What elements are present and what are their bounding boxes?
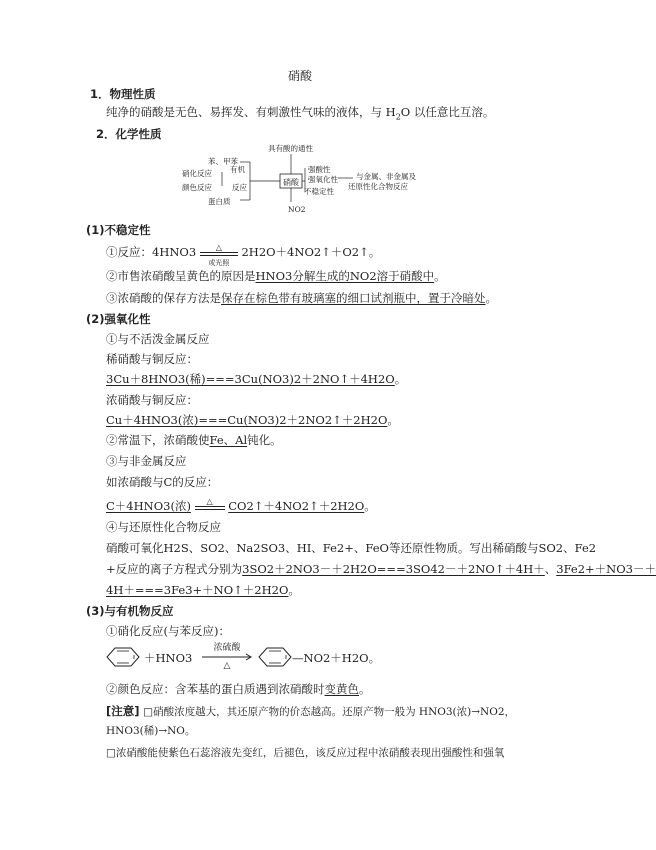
conc-cu-equation-line <box>106 412 399 428</box>
carbon-equation-line <box>106 498 376 514</box>
carbon-cond-top: △ <box>206 497 213 506</box>
nonmetal-heading: ③与非金属反应 <box>106 454 187 468</box>
storage-end: 。 <box>485 291 497 305</box>
properties-diagram <box>180 142 420 218</box>
carbon-condition <box>195 497 225 510</box>
reducing-equation-3: 4H＋===3Fe3+＋NO↑＋2H2O <box>106 583 289 597</box>
inactive-metal-heading: ①与不活泼金属反应 <box>106 332 210 346</box>
passivation-text: ②常温下，浓硝酸使 <box>106 433 210 447</box>
color-reaction-line <box>106 681 371 697</box>
nitration-product: —NO2＋H2O。 <box>292 651 381 665</box>
physical-text-a: 纯净的硝酸是无色、易挥发、有刺激性气味的液体，与 <box>106 105 382 119</box>
physical-properties-text <box>106 104 494 125</box>
nitration-label: ①硝化反应(与苯反应)： <box>106 624 230 638</box>
color-reaction-text: ②颜色反应：含苯基的蛋白质遇到浓硝酸时 <box>106 682 325 696</box>
section-chemical-heading: 2．化学性质 <box>96 127 162 141</box>
nitration-cond-top: 浓硫酸 <box>213 643 241 653</box>
passivation-end: 钝化。 <box>247 433 282 447</box>
diagram-unstable: 不稳定性 <box>304 187 334 196</box>
market-yellow-line <box>106 268 446 284</box>
note-label: [注意] <box>106 704 140 718</box>
dilute-cu-end: 。 <box>394 372 407 386</box>
diagram-center: 硝酸 <box>283 178 299 187</box>
carbon-label: 如浓硝酸与C的反应： <box>106 475 219 489</box>
reducing-text-2a: +反应的离子方程式分别为 <box>106 562 243 576</box>
reducing-text-2b: 、 <box>544 562 557 576</box>
nitration-equation <box>106 642 486 672</box>
decomposition-reactant: ①反应：4HNO3 <box>106 245 197 259</box>
diagram-top-label: 具有酸的通性 <box>268 144 313 153</box>
conc-cu-equation: Cu＋4HNO3(浓)===Cu(NO3)2＋2NO2↑＋2H2O <box>106 413 388 427</box>
diagram-benzene: 苯、甲苯 <box>208 157 238 166</box>
reducing-heading: ④与还原性化合物反应 <box>106 520 221 534</box>
diagram-organic-1: 有机 <box>230 165 245 174</box>
storage-line <box>106 290 497 306</box>
market-answer: HNO3分解生成的NO2溶于硝酸中 <box>255 269 435 283</box>
diagram-strong-acid: 强酸性 <box>308 165 331 174</box>
reducing-equation-3-line <box>106 582 300 598</box>
carbon-end: 。 <box>364 499 376 513</box>
physical-text-b: 以任意比互溶。 <box>413 105 495 119</box>
section-physical-heading: 1．物理性质 <box>90 87 156 101</box>
carbon-reactants: C＋4HNO3(浓) <box>106 499 191 513</box>
nitration-cond-bottom: △ <box>223 661 231 671</box>
decomposition-condition <box>200 243 238 267</box>
decomposition-cond-bottom: 或光照 <box>208 259 230 267</box>
note-line-1 <box>106 703 515 720</box>
dilute-cu-label: 稀硝酸与铜反应： <box>106 352 198 366</box>
nitration-plus-hno3: ＋HNO3 <box>144 651 193 665</box>
passivation-line <box>106 432 282 448</box>
color-reaction-answer: 变黄色 <box>324 682 359 696</box>
decomposition-cond-top: △ <box>215 243 222 252</box>
diagram-color-reaction: 颜色反应 <box>182 183 212 192</box>
reducing-end: 。 <box>288 583 300 597</box>
note-line-2: HNO3(稀)→NO。 <box>106 725 196 737</box>
diagram-strong-oxidizing: 强氧化性 <box>308 175 338 184</box>
diagram-nitration: 硝化反应 <box>182 169 212 178</box>
diagram-no2: NO2 <box>288 205 306 214</box>
color-reaction-end: 。 <box>359 682 371 696</box>
diagram-organic-2: 反应 <box>232 183 247 192</box>
physical-text-h2o: $H_2O$ <box>385 105 411 122</box>
storage-text: ③浓硝酸的保存方法是 <box>106 291 221 305</box>
conc-cu-end: 。 <box>387 413 399 427</box>
reducing-equation-2: 3Fe2+＋NO3－＋ <box>556 562 656 576</box>
reducing-text-1: 硝酸可氧化H2S、SO2、Na2SO3、HI、Fe2+、FeO等还原性物质。写出稀硝酸与SO2、Fe2 <box>106 541 597 555</box>
conc-cu-label: 浓硝酸与铜反应： <box>106 393 198 407</box>
benzene-ring-icon <box>106 646 140 668</box>
market-text: ②市售浓硝酸呈黄色的原因是 <box>106 269 256 283</box>
reducing-equations-line <box>106 561 656 577</box>
storage-answer: 保存在棕色带有玻璃塞的细口试剂瓶中，置于冷暗处 <box>221 291 486 305</box>
diagram-right-text-2: 还原性化合物反应 <box>348 182 408 191</box>
dilute-cu-equation: 3Cu＋8HNO3(稀)===3Cu(NO3)2＋2NO↑＋4H2O <box>106 372 395 386</box>
decomposition-equation <box>106 243 381 267</box>
dilute-cu-equation-line <box>106 371 406 387</box>
carbon-products: CO2↑＋4NO2↑＋2H2O <box>228 499 365 513</box>
note-text-1: □硝酸浓度越大，其还原产物的价态越高。还原产物一般为 HNO3(浓)→NO2， <box>143 706 516 718</box>
reducing-equation-1: 3SO2＋2NO3－＋2H2O===3SO42－＋2NO↑＋4H＋ <box>242 562 545 576</box>
diagram-right-text-1: 与金属、非金属及 <box>356 172 416 181</box>
note-line-3: □浓硝酸能使紫色石蕊溶液先变红，后褪色，该反应过程中浓硝酸表现出强酸性和强氧 <box>106 747 505 759</box>
oxidizing-heading: (2)强氧化性 <box>86 312 151 326</box>
organic-heading: (3)与有机物反应 <box>86 604 174 618</box>
diagram-protein: 蛋白质 <box>208 197 231 206</box>
page-title: 硝酸 <box>287 69 312 83</box>
market-end: 。 <box>434 269 446 283</box>
unstable-heading: (1)不稳定性 <box>86 223 151 237</box>
passivation-answer: Fe、Al <box>209 433 248 447</box>
nitrobenzene-ring-icon <box>258 646 292 668</box>
decomposition-products: 2H2O＋4NO2↑＋O2↑。 <box>241 245 381 259</box>
